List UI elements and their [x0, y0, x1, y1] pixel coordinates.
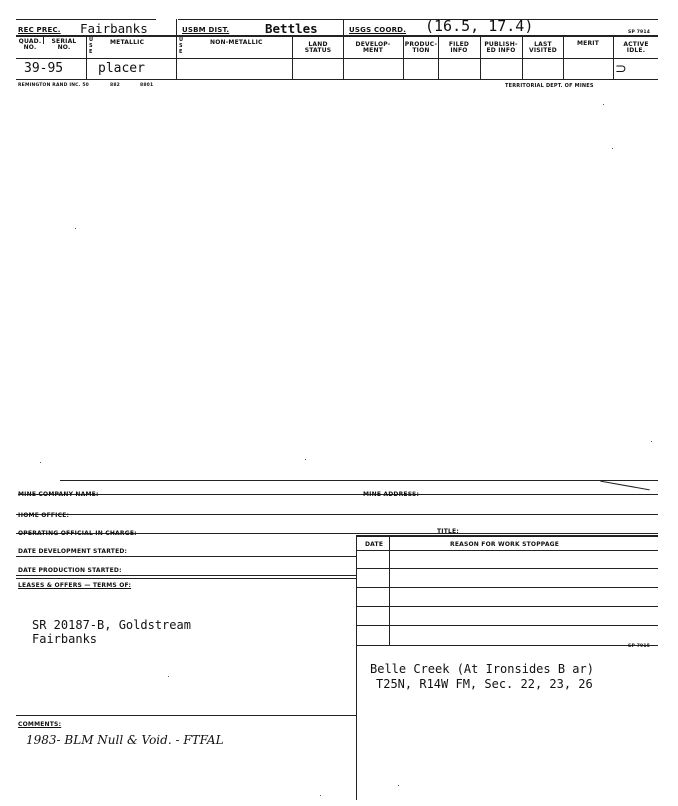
col-last-visited: LAST VISITED: [528, 41, 557, 54]
usbm-dist-label: USBM DIST.: [182, 26, 230, 34]
col-use-1: U S E: [89, 37, 94, 55]
metallic-value: placer: [98, 61, 145, 76]
leases-line-1: SR 20187-B, Goldstream: [32, 618, 191, 632]
active-idle-mark: ⊃: [615, 61, 627, 77]
printer-code-1: 882: [110, 83, 120, 88]
col-metallic: METALLIC: [110, 39, 145, 46]
col-merit: MERIT: [576, 40, 599, 47]
col-serial-no: SERIAL NO.: [51, 38, 77, 51]
rec-prec-value: Fairbanks: [80, 21, 148, 36]
col-use-2: U S E: [179, 37, 184, 55]
col-non-metallic: NON-METALLIC: [210, 39, 263, 46]
col-development: DEVELOP- MENT: [355, 41, 391, 54]
usbm-dist-value: Bettles: [265, 21, 318, 36]
col-land-status: LAND STATUS: [304, 41, 332, 54]
leases-label: LEASES & OFFERS — TERMS OF:: [18, 582, 132, 589]
usgs-coord-value: (16.5, 17.4): [425, 17, 534, 35]
date-column-label: DATE: [365, 541, 384, 548]
reason-column-label: REASON FOR WORK STOPPAGE: [450, 541, 560, 548]
printer-code-2: 8801: [140, 83, 154, 88]
rec-prec-label: REC PREC.: [18, 26, 61, 34]
col-filed-info: FILED INFO: [448, 41, 470, 54]
form-number-lower: SP 7915: [628, 644, 651, 649]
date-production-label: DATE PRODUCTION STARTED:: [18, 567, 122, 574]
title-label: TITLE:: [437, 528, 459, 535]
location-line-1: Belle Creek (At Ironsides B ar): [370, 662, 594, 676]
location-line-2: T25N, R14W FM, Sec. 22, 23, 26: [376, 677, 593, 691]
col-active-idle: ACTIVE IDLE.: [623, 41, 649, 54]
dept-imprint: TERRITORIAL DEPT. OF MINES: [505, 83, 594, 89]
comments-handwritten: 1983- BLM Null & Void. - FTFAL: [26, 733, 224, 747]
col-quad-no: QUAD. NO.: [18, 38, 42, 51]
printer-imprint: REMINGTON RAND INC. 50: [18, 83, 89, 88]
mine-address-label: MINE ADDRESS:: [363, 491, 420, 498]
quad-serial-value: 39-95: [24, 61, 64, 76]
usgs-coord-label: USGS COORD.: [349, 26, 407, 34]
col-production: PRODUC- TION: [404, 41, 438, 54]
leases-line-2: Fairbanks: [32, 632, 98, 646]
comments-label: COMMENTS:: [18, 721, 62, 728]
home-office-label: HOME OFFICE:: [18, 512, 70, 519]
operating-official-label: OPERATING OFFICIAL IN CHARGE:: [18, 530, 137, 537]
form-number-top: SP 7914: [628, 30, 651, 35]
col-published-info: PUBLISH- ED INFO: [484, 41, 518, 54]
date-development-label: DATE DEVELOPMENT STARTED:: [18, 548, 128, 555]
mine-company-name-label: MINE COMPANY NAME:: [18, 491, 99, 498]
